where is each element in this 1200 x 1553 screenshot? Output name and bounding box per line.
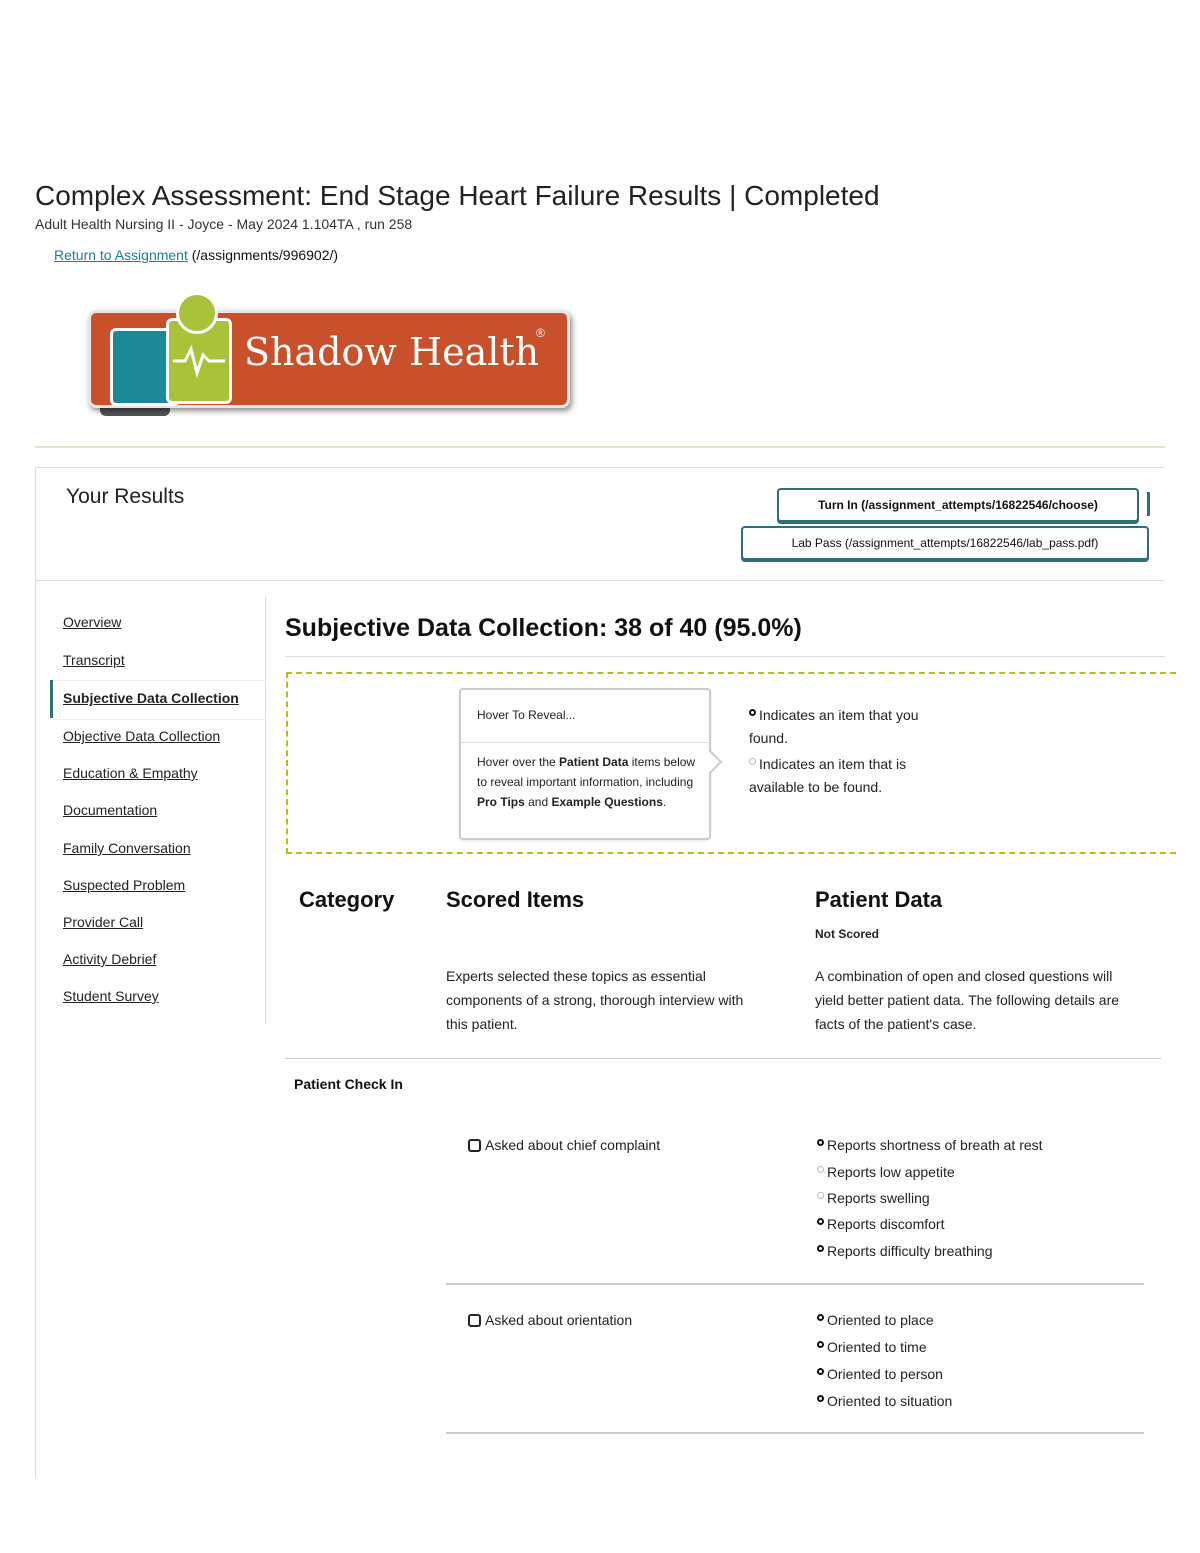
legend-found: Indicates an item that you found. [749, 707, 919, 746]
column-header-category: Category [299, 887, 395, 912]
checkbox-icon [468, 1314, 481, 1327]
nav-item-provider-call[interactable]: Provider Call [63, 914, 144, 930]
patient-data-item[interactable]: Oriented to place [817, 1312, 934, 1328]
not-scored-label: Not Scored [815, 927, 880, 941]
nav-item-student-survey[interactable]: Student Survey [63, 988, 159, 1004]
scored-items-description: Experts selected these topics as essential components of a strong, thorough interview with this patient. [446, 968, 744, 1032]
logo-wordmark: Shadow Health [244, 330, 540, 374]
patient-data-description: A combination of open and closed questions will yield better patient data. The following details are facts of the patient's case. [815, 968, 1120, 1032]
header-divider [35, 446, 1165, 448]
found-dot-icon [817, 1218, 824, 1225]
tooltip-heading: Hover To Reveal... [477, 708, 576, 722]
nav-item-documentation[interactable]: Documentation [63, 802, 158, 818]
your-results-heading: Your Results [66, 485, 185, 508]
patient-data-item[interactable]: Reports discomfort [817, 1216, 944, 1232]
patient-data-item[interactable]: Oriented to situation [817, 1393, 952, 1409]
nav-active-indicator [50, 680, 53, 718]
hover-tooltip[interactable] [459, 688, 711, 840]
panel-left-border [35, 467, 36, 1477]
scored-item: Asked about orientation [468, 1312, 632, 1328]
patient-data-item[interactable]: Oriented to person [817, 1366, 943, 1382]
nav-item-transcript[interactable]: Transcript [63, 652, 125, 668]
tooltip-body: Hover over the Patient Data items below to reveal important information, including Pro Tips and Example Questions. [477, 755, 696, 809]
column-header-scored-items: Scored Items [446, 887, 585, 912]
page-title: Complex Assessment: End Stage Heart Failure Results | Completed [35, 180, 880, 211]
section-title-rule [285, 656, 1165, 657]
panel-top-border [35, 467, 1165, 468]
legend-available: Indicates an item that is available to be found. [749, 756, 907, 795]
found-dot-icon [817, 1368, 824, 1375]
checkbox-icon [468, 1139, 481, 1152]
found-dot-icon [817, 1245, 824, 1252]
course-subtitle: Adult Health Nursing II - Joyce - May 2024 1.104TA , run 258 [35, 216, 413, 232]
shadow-health-logo [88, 288, 568, 418]
nav-item-activity-debrief[interactable]: Activity Debrief [63, 951, 157, 967]
nav-divider [265, 596, 266, 1024]
nav-item-overview[interactable]: Overview [63, 614, 122, 630]
table-header-rule [285, 1058, 1161, 1059]
found-dot-icon [817, 1341, 824, 1348]
logo-registered-mark: ® [536, 326, 545, 340]
column-header-patient-data: Patient Data [815, 887, 943, 912]
return-to-assignment-link[interactable]: Return to Assignment [54, 247, 188, 263]
tooltip-separator [461, 742, 709, 743]
found-dot-icon [817, 1139, 824, 1146]
nav-item-suspected-problem[interactable]: Suspected Problem [63, 877, 186, 893]
lab-pass-button[interactable]: Lab Pass (/assignment_attempts/16822546/lab_pass.pdf) [741, 526, 1149, 560]
found-dot-icon [817, 1314, 824, 1321]
item-divider [446, 1283, 1144, 1285]
available-dot-icon [817, 1192, 824, 1199]
patient-data-item[interactable]: Oriented to time [817, 1339, 927, 1355]
logo-figure-head [176, 292, 218, 334]
found-dot-icon [817, 1395, 824, 1402]
section-title: Subjective Data Collection: 38 of 40 (95.0%) [285, 614, 802, 642]
nav-item-objective-data-collection[interactable]: Objective Data Collection [63, 728, 221, 744]
available-dot-icon [749, 758, 756, 765]
turn-in-marker [1147, 492, 1150, 516]
category-label: Patient Check In [294, 1076, 403, 1092]
return-to-assignment [54, 247, 338, 263]
patient-data-item[interactable]: Reports difficulty breathing [817, 1243, 993, 1259]
nav-item-subjective-data-collection[interactable]: Subjective Data Collection [63, 690, 239, 706]
item-divider [446, 1432, 1144, 1434]
patient-data-item[interactable]: Reports low appetite [817, 1164, 955, 1180]
nav-item-family-conversation[interactable]: Family Conversation [63, 840, 191, 856]
found-dot-icon [749, 709, 756, 716]
turn-in-button[interactable]: Turn In (/assignment_attempts/16822546/choose) [777, 488, 1139, 522]
nav-item-education-empathy[interactable]: Education & Empathy [63, 765, 198, 781]
panel-divider [35, 580, 1165, 581]
legend-box [286, 672, 1176, 854]
patient-data-item[interactable]: Reports swelling [817, 1190, 930, 1206]
scored-item: Asked about chief complaint [468, 1137, 660, 1153]
return-link-path: (/assignments/996902/) [191, 247, 339, 263]
patient-data-item[interactable]: Reports shortness of breath at rest [817, 1137, 1043, 1153]
available-dot-icon [817, 1166, 824, 1173]
